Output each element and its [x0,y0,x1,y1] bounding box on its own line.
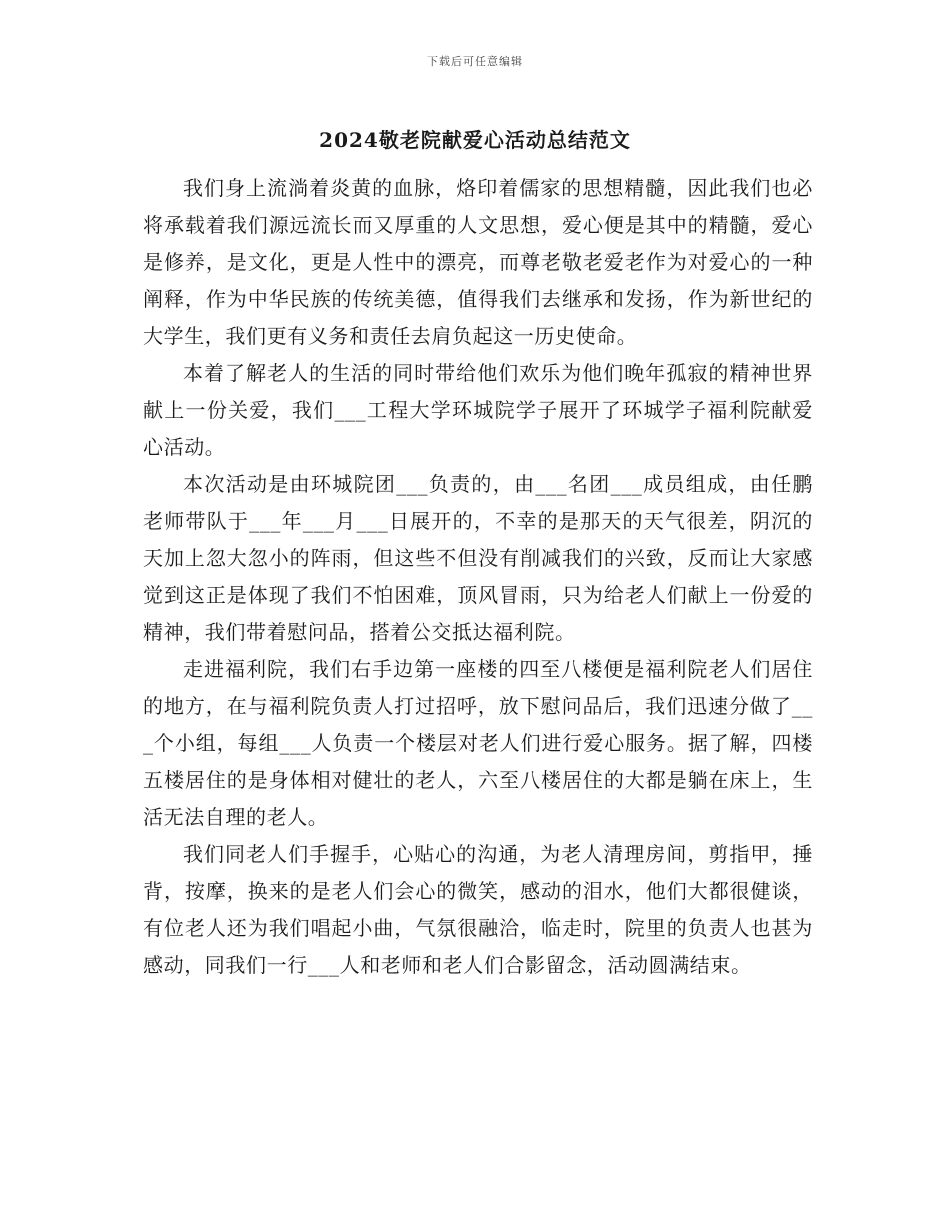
paragraph-2: 本着了解老人的生活的同时带给他们欢乐为他们晚年孤寂的精神世界献上一份关爱，我们___工程大学环城院学子展开了环城学子福利院献爱心活动。 [143,361,813,459]
paragraph-1: 我们身上流淌着炎黄的血脉，烙印着儒家的思想精髓，因此我们也必将承载着我们源远流长而又厚重的人文思想，爱心便是其中的精髓，爱心是修养，是文化，更是人性中的漂亮，而尊老敬老爱老作为对爱心的一种阐释，作为中华民族的传统美德，值得我们去继承和发扬，作为新世纪的大学生，我们更有义务和责任去肩负起这一历史使命。 [143,176,813,348]
paragraph-4: 走进福利院，我们右手边第一座楼的四至八楼便是福利院老人们居住的地方，在与福利院负责人打过招呼，放下慰问品后，我们迅速分做了___个小组，每组___人负责一个楼层对老人们进行爱心服务。据了解，四楼五楼居住的是身体相对健壮的老人，六至八楼居住的大都是躺在床上，生活无法自理的老人。 [143,657,813,829]
paragraph-3: 本次活动是由环城院团___负责的，由___名团___成员组成，由任鹏老师带队于___年___月___日展开的，不幸的是那天的天气很差，阴沉的天加上忽大忽小的阵雨，但这些不但没有削减我们的兴致，反而让大家感觉到这正是体现了我们不怕困难，顶风冒雨，只为给老人们献上一份爱的精神，我们带着慰问品，搭着公交抵达福利院。 [143,472,813,644]
document-title: 2024敬老院献爱心活动总结范文 [319,128,631,152]
document-body [143,170,813,984]
paragraph-5: 我们同老人们手握手，心贴心的沟通，为老人清理房间，剪指甲，捶背，按摩，换来的是老人们会心的微笑，感动的泪水，他们大都很健谈，有位老人还为我们唱起小曲，气氛很融洽，临走时，院里的负责人也甚为感动，同我们一行___人和老师和老人们合影留念，活动圆满结束。 [143,842,813,977]
header-note: 下载后可任意编辑 [427,55,523,68]
